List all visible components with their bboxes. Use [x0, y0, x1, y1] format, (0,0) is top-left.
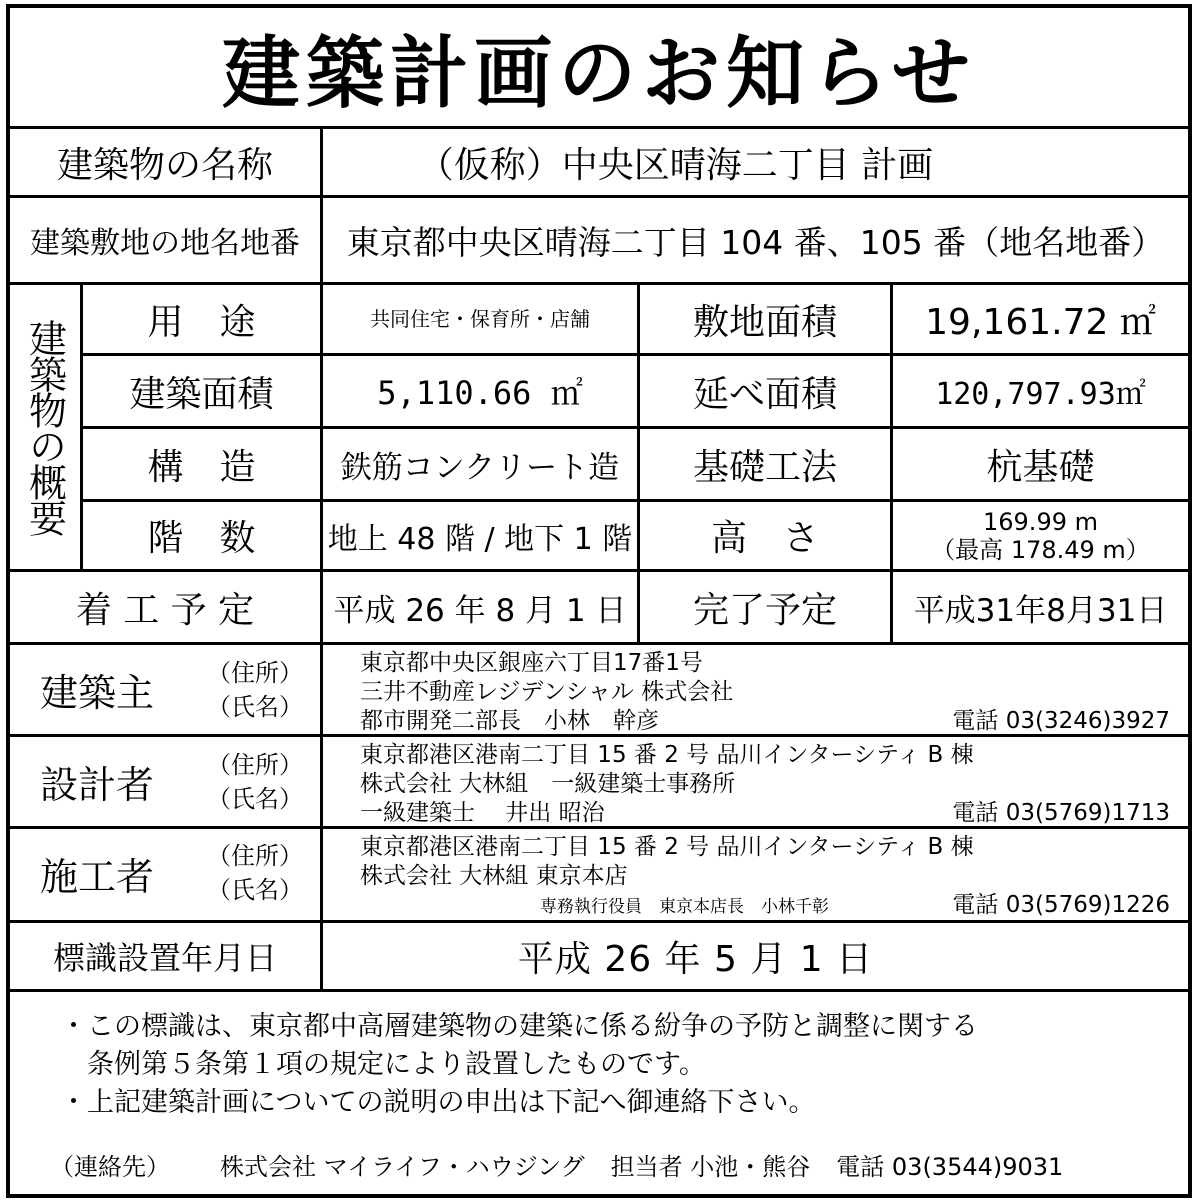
building-name-value: （仮称）中央区晴海二丁目 計画	[417, 144, 934, 186]
start-label: 着 工 予 定	[75, 589, 255, 631]
divider	[10, 989, 1188, 992]
floor-area-value: 120,797.93㎡	[935, 377, 1146, 412]
party-phone: 電話 03(5769)1226	[952, 892, 1170, 918]
contact-company: 株式会社 マイライフ・ハウジング	[220, 1152, 585, 1181]
floors-value: 地上 48 階 / 地下 1 階	[327, 521, 633, 557]
party-address: 東京都港区港南二丁目 15 番 2 号 品川インターシティ B 棟	[360, 834, 974, 860]
party-address: 東京都港区港南二丁目 15 番 2 号 品川インターシティ B 棟	[360, 742, 974, 768]
height-value-main: 169.99 m	[983, 507, 1098, 536]
contact-line	[50, 1146, 1170, 1182]
structure-value: 鉄筋コンクリート造	[340, 449, 620, 486]
site-address-value: 東京都中央区晴海二丁目 104 番、105 番（地名地番）	[346, 222, 1165, 262]
floors-label: 階 数	[147, 518, 256, 559]
notes	[60, 1008, 1170, 1122]
structure-label: 構 造	[147, 446, 256, 488]
contact-person: 担当者 小池・熊谷	[610, 1152, 811, 1181]
height-label: 高 さ	[710, 518, 819, 559]
party-company: 株式会社 大林組 東京本店	[360, 863, 628, 889]
use-value: 共同住宅・保育所・店舗	[370, 307, 590, 331]
note-line: 条例第５条第１項の規定により設置したものです。	[60, 1049, 706, 1080]
page-title: 建築計画のお知らせ	[222, 29, 976, 119]
party-name-line	[360, 707, 1180, 736]
contact-phone: 電話 03(3544)9031	[836, 1152, 1064, 1181]
party-address: 東京都中央区銀座六丁目17番1号	[360, 650, 703, 676]
party-sub-address: （住所）	[207, 658, 303, 687]
end-value: 平成31年8月31日	[913, 592, 1168, 629]
party-sub-labels	[190, 737, 320, 826]
notice-board	[6, 4, 1192, 1198]
building-name-label: 建築物の名称	[56, 144, 273, 186]
height-value-max: （最高 178.49 m）	[931, 535, 1150, 564]
party-details	[360, 741, 1180, 826]
party-name: 都市開発二部長 小林 幹彦	[360, 708, 659, 734]
end-label: 完了予定	[692, 589, 837, 631]
party-sub-name: （氏名）	[207, 692, 303, 721]
party-sub-name: （氏名）	[207, 784, 303, 813]
party-name: 一級建築士 井出 昭治	[360, 800, 605, 826]
floor-area-label: 延べ面積	[692, 373, 837, 415]
height-value	[893, 502, 1188, 569]
party-details	[360, 649, 1180, 734]
party-name: 専務執行役員 東京本店長 小林千彰	[540, 897, 829, 917]
foundation-value: 杭基礎	[986, 446, 1095, 488]
party-company: 三井不動産レジデンシャル 株式会社	[360, 679, 734, 705]
note-line: ・この標識は、東京都中高層建築物の建築に係る紛争の予防と調整に関する	[60, 1011, 978, 1042]
outline-side-label: 建築物の概要	[22, 319, 67, 535]
party-label: 施工者	[40, 854, 155, 899]
party-sub-address: （住所）	[207, 842, 303, 870]
party-company: 株式会社 大林組 一級建築士事務所	[360, 771, 736, 797]
sign-date-label: 標識設置年月日	[52, 939, 277, 977]
site-address-label: 建築敷地の地名地番	[30, 226, 300, 261]
party-sub-name: （氏名）	[207, 876, 303, 904]
building-area-value: 5,110.66 ㎡	[377, 374, 583, 412]
party-label: 建築主	[40, 671, 155, 715]
party-sub-address: （住所）	[207, 750, 303, 779]
start-value: 平成 26 年 8 月 1 日	[333, 592, 627, 629]
contact-label: （連絡先）	[50, 1152, 170, 1181]
party-label: 設計者	[40, 763, 155, 807]
site-area-value: 19,161.72 ㎡	[925, 301, 1156, 343]
party-details	[360, 833, 1180, 918]
building-area-label: 建築面積	[129, 373, 274, 415]
party-phone: 電話 03(3246)3927	[952, 708, 1170, 734]
party-sub-labels	[190, 645, 320, 734]
note-line: ・上記建築計画についての説明の申出は下記へ御連絡下さい。	[60, 1087, 816, 1118]
party-phone: 電話 03(5769)1713	[952, 800, 1170, 826]
party-sub-labels	[190, 829, 320, 917]
site-area-label: 敷地面積	[692, 301, 837, 343]
foundation-label: 基礎工法	[692, 446, 837, 488]
party-name-line	[360, 891, 1180, 922]
sign-date-value: 平成 26 年 5 月 1 日	[517, 938, 874, 980]
use-label: 用 途	[147, 301, 256, 343]
party-name-line	[360, 799, 1180, 828]
